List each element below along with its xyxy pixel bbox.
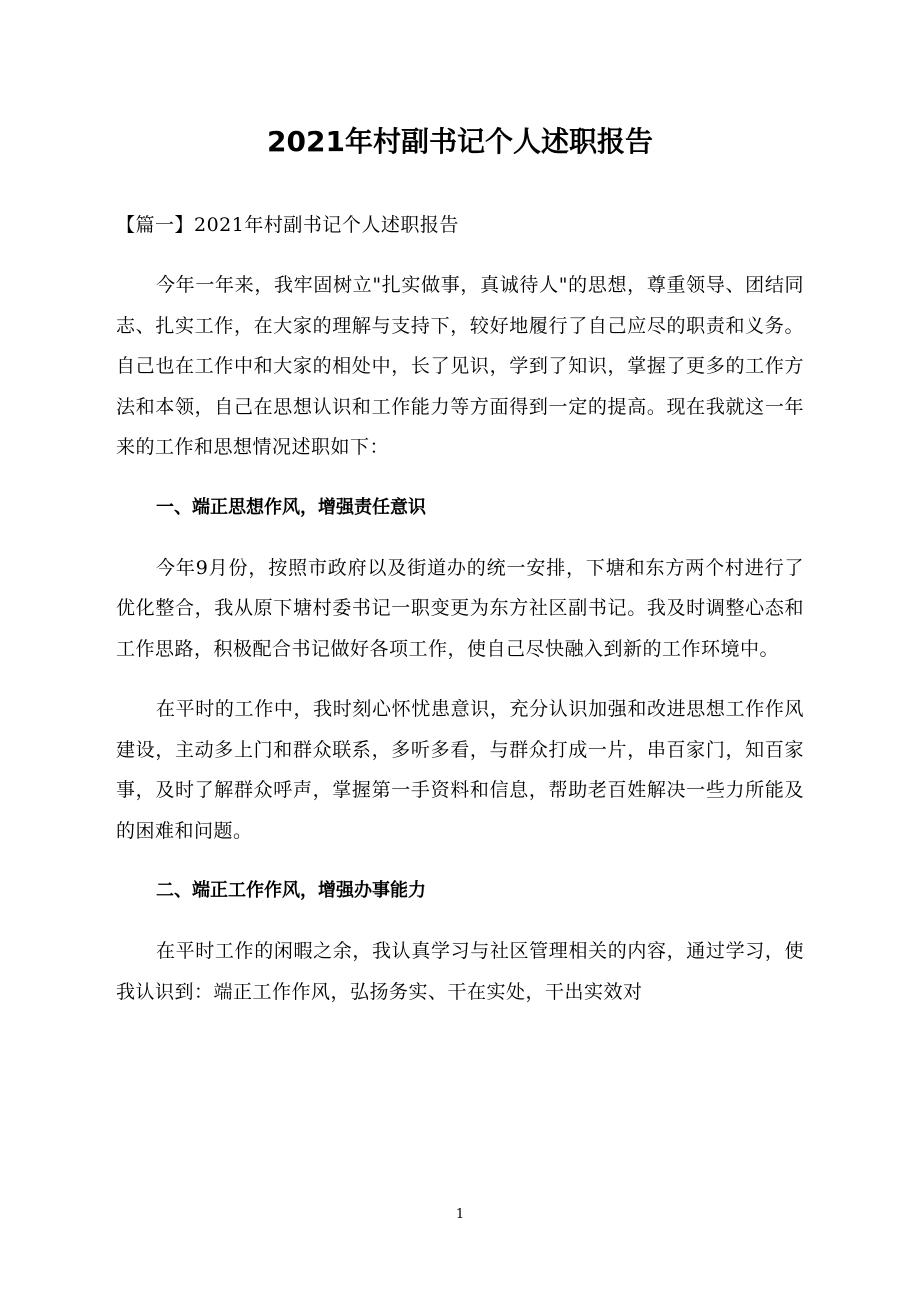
paragraph-study: 在平时工作的闲暇之余，我认真学习与社区管理相关的内容，通过学习，使我认识到：端正工作作风，弘扬务实、干在实处，干出实效对	[116, 940, 804, 1003]
document-title: 2021年村副书记个人述职报告	[267, 125, 653, 158]
paragraph-intro: 今年一年来，我牢固树立"扎实做事，真诚待人"的思想，尊重领导、团结同志、扎实工作，在大家的理解与支持下，较好地履行了自己应尽的职责和义务。自己也在工作中和大家的相处中，长了见识，学到了知识，掌握了更多的工作方法和本领，自己在思想认识和工作能力等方面得到一定的提高。现在我就这一年来的工作和思想情况述职如下：	[116, 274, 804, 458]
paragraph-reorganization: 今年9月份，按照市政府以及街道办的统一安排，下塘和东方两个村进行了优化整合，我从原下塘村委书记一职变更为东方社区副书记。我及时调整心态和工作思路，积极配合书记做好各项工作，使自己尽快融入到新的工作环境中。	[116, 556, 804, 660]
page-number: 1	[455, 1207, 465, 1222]
document-body	[116, 205, 804, 1032]
paragraph-daily-work: 在平时的工作中，我时刻心怀忧患意识，充分认识加强和改进思想工作作风建设，主动多上门和群众联系，多听多看，与群众打成一片，串百家门，知百家事，及时了解群众呼声，掌握第一手资料和信息，帮助老百姓解决一些力所能及的困难和问题。	[116, 698, 804, 842]
section-heading-1: 一、端正思想作风，增强责任意识	[156, 496, 426, 518]
section-heading-2: 二、端正工作作风，增强办事能力	[156, 880, 426, 901]
section-subtitle: 【篇一】2021年村副书记个人述职报告	[116, 214, 459, 236]
